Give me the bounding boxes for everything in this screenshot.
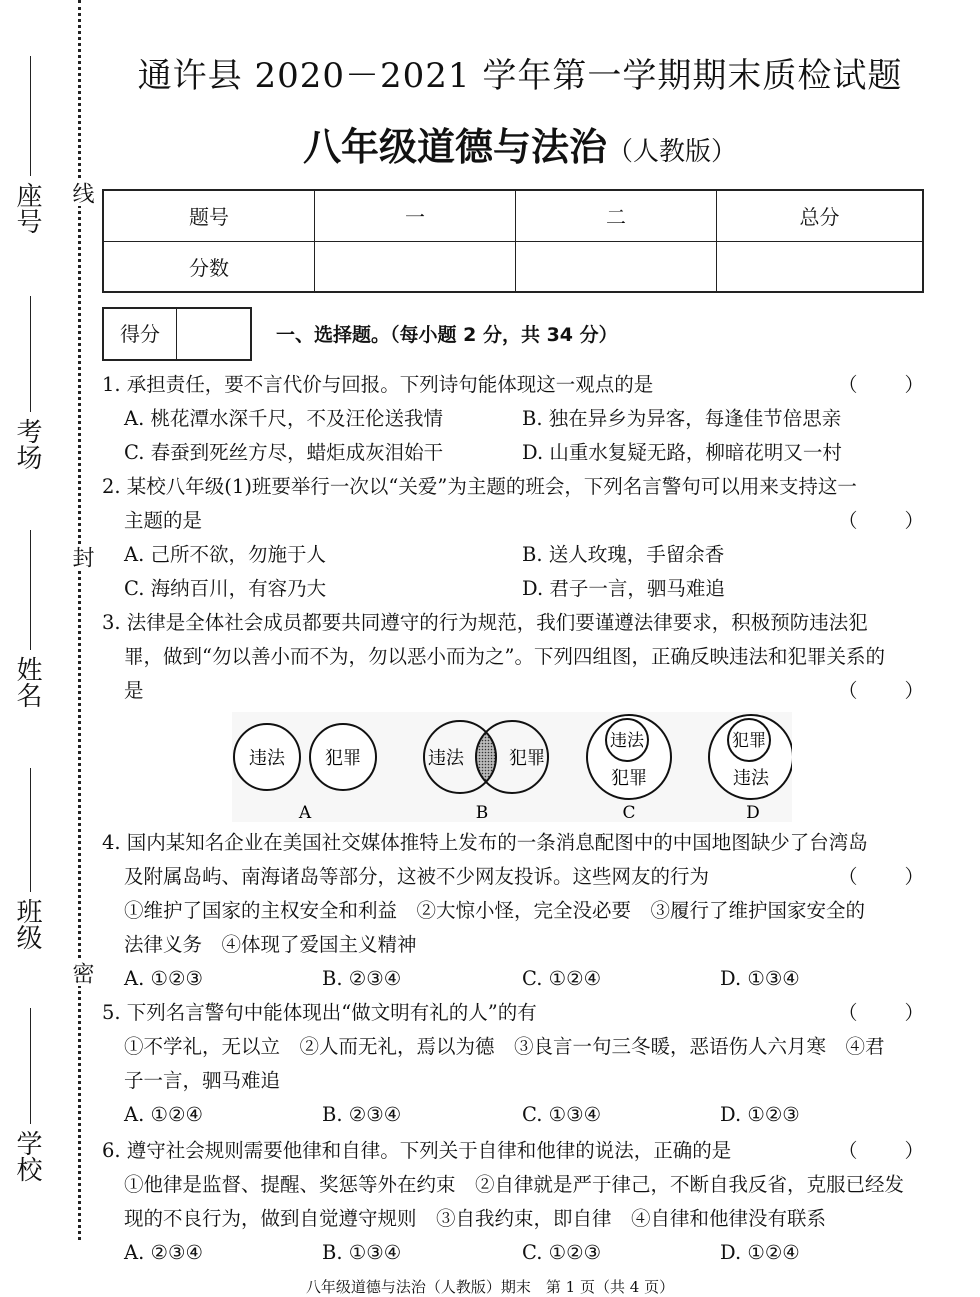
venn-b-fanzui: 犯罪 [509,748,545,769]
option: D. 君子一言，驷马难追 [522,577,725,600]
venn-b-weifa: 违法 [428,748,464,769]
answer-bracket[interactable]: （ ） [838,1001,924,1024]
question-stem: 2. 某校八年级(1)班要举行一次以“关爱”为主题的班会，下列名言警句可以用来支持这一 [102,475,857,498]
score-table-header-cell: 一 [315,190,516,241]
option: C. ①②③ [522,1241,602,1264]
option: A. ①②④ [124,1103,203,1126]
answer-bracket[interactable]: （ ） [838,509,924,532]
exam-title: 通许县 2020－2021 学年第一学期期末质检试题 [137,56,903,96]
question-1 [102,368,924,470]
subject-title: 八年级道德与法治 [302,125,607,169]
margin-label-name: 姓名 [12,656,42,708]
statement-list: ①他律是监督、提醒、奖惩等外在约束 ②自律就是严于律己，不断自我反省，克服已经发 [124,1173,905,1196]
margin-line-name [30,530,31,650]
section-heading: 一、选择题。（每小题 2 分，共 34 分） [276,324,618,346]
score-cell-part2[interactable] [516,241,717,292]
venn-d-fanzui: 犯罪 [732,731,766,751]
venn-letter-a: A [298,803,312,822]
statement-list: ①不学礼，无以立 ②人而无礼，焉以为德 ③良言一句三冬暖，恶语伤人六月寒 ④君 [124,1035,885,1058]
question-stem: 1. 承担责任，要不言代价与回报。下列诗句能体现这一观点的是 [102,373,654,396]
question-stem-cont: 主题的是 [124,509,203,532]
venn-letter-b: B [475,803,489,822]
margin-label-class: 班级 [12,898,42,950]
score-table-row-label: 分数 [103,241,315,292]
question-3 [102,606,924,708]
question-6 [102,1134,924,1270]
question-stem: 4. 国内某知名企业在美国社交媒体推特上发布的一条消息配图中的中国地图缺少了台湾岛 [102,831,868,854]
score-cell-part1[interactable] [315,241,516,292]
option: D. ①③④ [720,967,800,990]
venn-c-weifa: 违法 [610,731,644,751]
margin-line-room [30,296,31,412]
margin-line-school [30,1008,31,1124]
venn-c-fanzui: 犯罪 [611,768,647,789]
statement-list-cont: 子一言，驷马难追 [124,1069,281,1092]
question-5 [102,996,924,1132]
section-score-label: 得分 [104,309,177,359]
margin-label-school: 学校 [12,1130,42,1182]
venn-letter-c: C [622,803,636,822]
statement-list: ①维护了国家的主权安全和利益 ②大惊小怪，完全没必要 ③履行了维护国家安全的 [124,899,866,922]
option: A. ①②③ [124,967,203,990]
question-4 [102,826,924,996]
score-table [102,189,924,293]
margin-line-seat [30,56,31,176]
answer-bracket[interactable]: （ ） [838,1139,924,1162]
question-stem-cont: 罪，做到“勿以善小而不为，勿以恶小而为之”。下列四组图，正确反映违法和犯罪关系的 [124,645,885,668]
question-stem-cont: 及附属岛屿、南海诸岛等部分，这被不少网友投诉。这些网友的行为 [124,865,710,888]
statement-list-cont: 法律义务 ④体现了爱国主义精神 [124,933,417,956]
option: C. ①②④ [522,967,602,990]
option: A. 桃花潭水深千尺，不及汪伦送我情 [124,407,443,430]
option: B. 独在异乡为异客，每逢佳节倍思亲 [522,407,842,430]
option: B. 送人玫瑰，手留余香 [522,543,725,566]
question-stem: 6. 遵守社会规则需要他律和自律。下列关于自律和他律的说法，正确的是 [102,1139,732,1162]
score-table-header-cell: 二 [516,190,717,241]
option: D. 山重水复疑无路，柳暗花明又一村 [522,441,842,464]
edition-label: （人教版） [607,137,738,167]
statement-list-cont: 现的不良行为，做到自觉遵守规则 ③自我约束，即自律 ④自律和他律没有联系 [124,1207,827,1230]
margin-line-class [30,768,31,892]
venn-a-fanzui: 犯罪 [325,748,361,769]
venn-a-weifa: 违法 [249,748,285,769]
option: A. ②③④ [124,1241,203,1264]
option: B. ①③④ [322,1241,402,1264]
section-score-box [102,307,252,361]
option: D. ①②④ [720,1241,800,1264]
answer-bracket[interactable]: （ ） [838,679,924,702]
seal-feng: 封 [66,544,97,570]
score-table-header-cell: 总分 [717,190,924,241]
margin-label-room: 考场 [12,418,42,470]
margin-label-seat: 座号 [12,182,42,234]
option: C. 春蚕到死丝方尽，蜡炬成灰泪始干 [124,441,444,464]
score-cell-total[interactable] [717,241,924,292]
score-table-header-cell: 题号 [103,190,315,241]
answer-bracket[interactable]: （ ） [838,373,924,396]
option: B. ②③④ [322,967,402,990]
venn-letter-d: D [746,803,760,822]
question-stem-cont: 是 [124,679,144,702]
answer-bracket[interactable]: （ ） [838,865,924,888]
venn-d-weifa: 违法 [733,768,769,789]
option: B. ②③④ [322,1103,402,1126]
option: D. ①②③ [720,1103,800,1126]
question-stem: 5. 下列名言警句中能体现出“做文明有礼的人”的有 [102,1001,537,1024]
option: C. 海纳百川，有容乃大 [124,577,327,600]
question-stem: 3. 法律是全体社会成员都要共同遵守的行为规范，我们要谨遵法律要求，积极预防违法犯 [102,611,868,634]
option: C. ①③④ [522,1103,602,1126]
seal-mi: 密 [66,960,97,986]
exam-subtitle [100,116,940,171]
question-2 [102,470,924,606]
venn-diagrams [232,712,792,822]
page-footer: 八年级道德与法治（人教版）期末 第 1 页（共 4 页） [305,1278,675,1296]
seal-xian: 线 [66,180,97,206]
option: A. 己所不欲，勿施于人 [124,543,326,566]
